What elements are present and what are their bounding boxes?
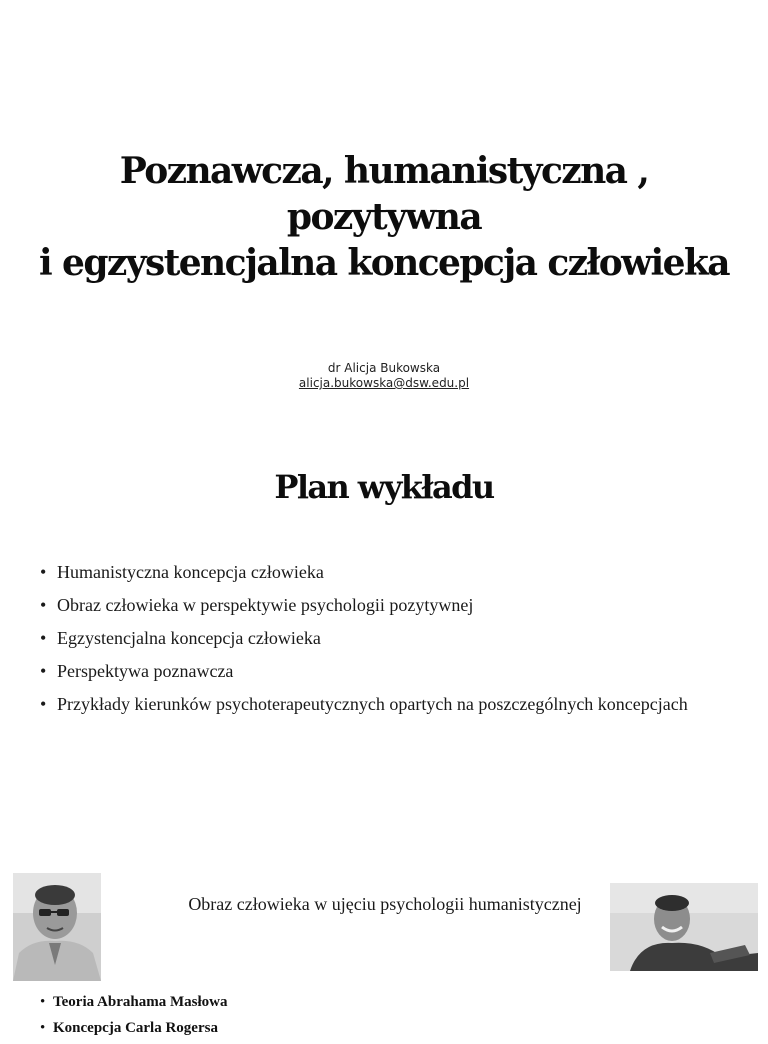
slide-title: Obraz człowieka w ujęciu psychologii humanistycznej [188,894,582,914]
humanistic-slide [0,850,768,1036]
plan-list [40,560,730,725]
list-item [40,626,730,650]
list-item-text: Perspektywa poznawcza [57,661,234,681]
bullet-icon: • [40,562,47,582]
author-name: dr Alicja Bukowska [327,361,441,375]
portrait-right-image [610,883,758,971]
bullet-icon: • [40,1020,46,1036]
title-slide [0,0,768,420]
list-item [40,992,227,1012]
list-item-text: Przykłady kierunków psychoterapeutycznych opartych na poszczególnych koncepcjach [57,694,688,714]
portrait-left-image [13,873,101,981]
slide-title-line-2: i egzystencjalna koncepcja człowieka [39,242,729,284]
bullet-icon: • [40,694,47,714]
list-item [40,560,730,584]
slide-title-line-1: Poznawcza, humanistyczna , pozytywna [119,150,649,238]
list-item [40,692,730,716]
bullet-icon: • [40,628,47,648]
theory-list [40,992,227,1044]
list-item-text: Obraz człowieka w perspektywie psychologii pozytywnej [57,595,474,615]
plan-slide [0,420,768,850]
slide-title [20,148,748,286]
bullet-icon: • [40,595,47,615]
plan-heading: Plan wykładu [274,468,494,506]
author-email[interactable] [0,376,768,391]
email-link[interactable]: alicja.bukowska@dsw.edu.pl [298,376,470,390]
list-item-text: Egzystencjalna koncepcja człowieka [57,628,321,648]
list-item-text: Koncepcja Carla Rogersa [53,1020,218,1036]
list-item-text: Humanistyczna koncepcja człowieka [57,562,324,582]
bullet-icon: • [40,661,47,681]
portrait-photo-right [610,883,758,971]
portrait-photo-left [13,873,101,981]
list-item [40,1018,227,1038]
list-item [40,593,730,617]
list-item [40,659,730,683]
list-item-text: Teoria Abrahama Masłowa [53,994,228,1010]
bullet-icon: • [40,994,46,1010]
